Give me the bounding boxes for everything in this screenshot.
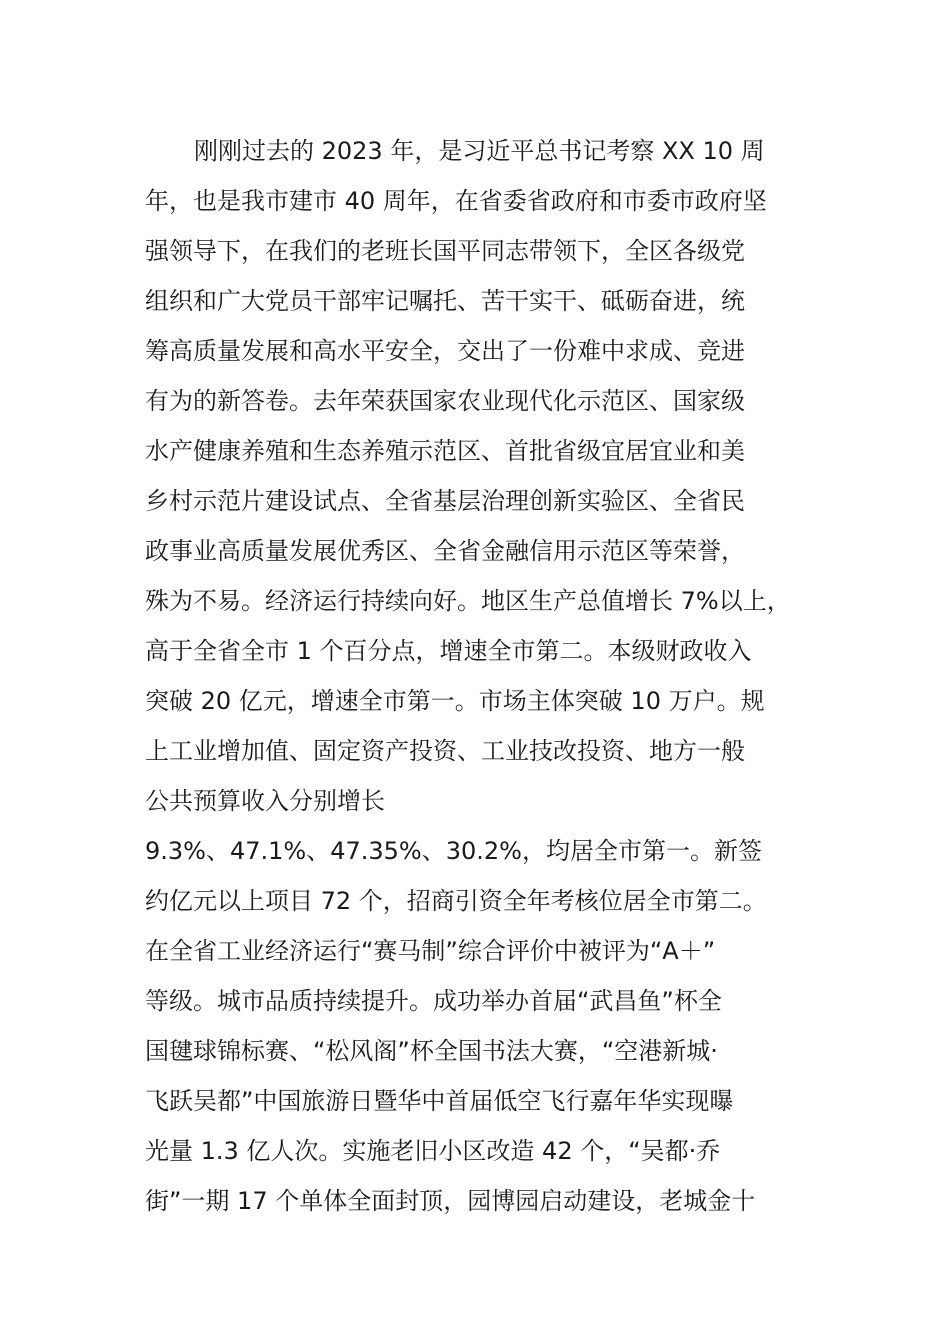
text-line: 高于全省全市 1 个百分点，增速全市第二。本级财政收入	[145, 637, 752, 665]
text-line: 突破 20 亿元，增速全市第一。市场主体突破 10 万户。规	[145, 687, 765, 715]
text-line: 等级。城市品质持续提升。成功举办首届“武昌鱼”杯全	[145, 987, 722, 1015]
text-line: 政事业高质量发展优秀区、全省金融信用示范区等荣誉，	[145, 537, 745, 565]
text-line: 强领导下，在我们的老班长国平同志带领下，全区各级党	[145, 237, 745, 265]
text-line: 年，也是我市建市 40 周年，在省委省政府和市委市政府坚	[145, 187, 767, 215]
text-line: 刚刚过去的 2023 年，是习近平总书记考察 XX 10 周	[194, 137, 765, 165]
text-line: 约亿元以上项目 72 个，招商引资全年考核位居全市第二。	[145, 887, 767, 915]
text-line: 光量 1.3 亿人次。实施老旧小区改造 42 个，“吴都·乔	[145, 1137, 721, 1165]
text-line: 乡村示范片建设试点、全省基层治理创新实验区、全省民	[145, 487, 745, 515]
text-line: 筹高质量发展和高水平安全，交出了一份难中求成、竞进	[145, 337, 745, 365]
text-line: 殊为不易。经济运行持续向好。地区生产总值增长 7%以上，	[145, 587, 791, 615]
text-line: 9.3%、47.1%、47.35%、30.2%，均居全市第一。新签	[145, 837, 762, 865]
text-line: 在全省工业经济运行“赛马制”综合评价中被评为“A＋”	[145, 937, 716, 965]
text-line: 公共预算收入分别增长	[145, 787, 385, 815]
text-line: 水产健康养殖和生态养殖示范区、首批省级宜居宜业和美	[145, 437, 745, 465]
text-line: 组织和广大党员干部牢记嘱托、苦干实干、砥砺奋进，统	[145, 287, 745, 315]
body-paragraph	[145, 126, 845, 1226]
text-line: 国毽球锦标赛、“松风阁”杯全国书法大赛，“空港新城·	[145, 1037, 718, 1065]
text-line: 上工业增加值、固定资产投资、工业技改投资、地方一般	[145, 737, 745, 765]
text-line: 有为的新答卷。去年荣获国家农业现代化示范区、国家级	[145, 387, 745, 415]
text-line: 飞跃吴都”中国旅游日暨华中首届低空飞行嘉年华实现曝	[145, 1087, 734, 1115]
text-line: 街”一期 17 个单体全面封顶，园博园启动建设，老城金十	[145, 1187, 756, 1215]
